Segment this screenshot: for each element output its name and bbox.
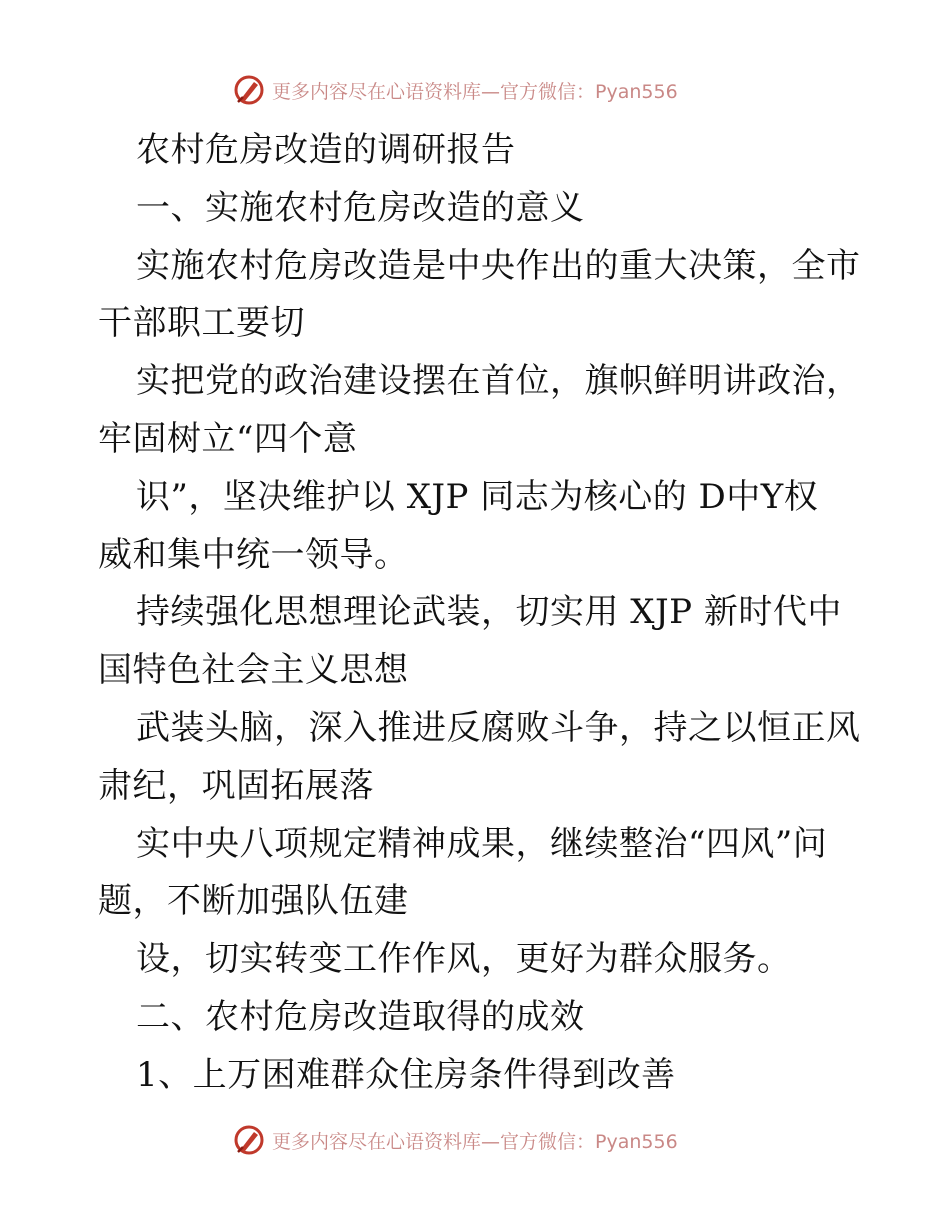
- paragraph-line: 干部职工要切: [98, 303, 305, 344]
- document-title: 农村危房改造的调研报告: [136, 130, 516, 170]
- footer-banner-text: 更多内容尽在心语资料库—官方微信：Pyan556: [272, 1130, 678, 1153]
- section-heading-1: 一、实施农村危房改造的意义: [136, 187, 585, 228]
- quill-pen-logo-icon: [232, 73, 266, 107]
- paragraph-line: 识”，坚决维护以 XJP 同志为核心的 D中Y权: [136, 476, 819, 517]
- paragraph-line: 牢固树立“四个意: [98, 418, 358, 459]
- section-heading-2: 二、农村危房改造取得的成效: [136, 996, 585, 1037]
- paragraph-line: 持续强化思想理论武装，切实用 XJP 新时代中: [136, 592, 842, 633]
- paragraph-line: 威和集中统一领导。: [98, 534, 409, 575]
- paragraph-line: 设，切实转变工作作风，更好为群众服务。: [136, 939, 792, 980]
- paragraph-line: 题，不断加强队伍建: [98, 881, 409, 922]
- header-banner-text: 更多内容尽在心语资料库—官方微信：Pyan556: [272, 80, 678, 103]
- paragraph-line: 国特色社会主义思想: [98, 650, 409, 691]
- document-body: [98, 122, 861, 1105]
- paragraph-line: 实把党的政治建设摆在首位，旗帜鲜明讲政治，: [136, 361, 861, 402]
- quill-pen-logo-icon: [232, 1123, 266, 1157]
- paragraph-line: 实施农村危房改造是中央作出的重大决策，全市: [136, 245, 861, 286]
- paragraph-line: 肃纪，巩固拓展落: [98, 765, 374, 806]
- header-banner: [232, 72, 752, 108]
- paragraph-line: 实中央八项规定精神成果，继续整治“四风”问: [136, 823, 828, 864]
- sub-heading: 1、上万困难群众住房条件得到改善: [136, 1054, 676, 1095]
- footer-banner: [232, 1122, 752, 1158]
- paragraph-line: 武装头脑，深入推进反腐败斗争，持之以恒正风: [136, 707, 861, 748]
